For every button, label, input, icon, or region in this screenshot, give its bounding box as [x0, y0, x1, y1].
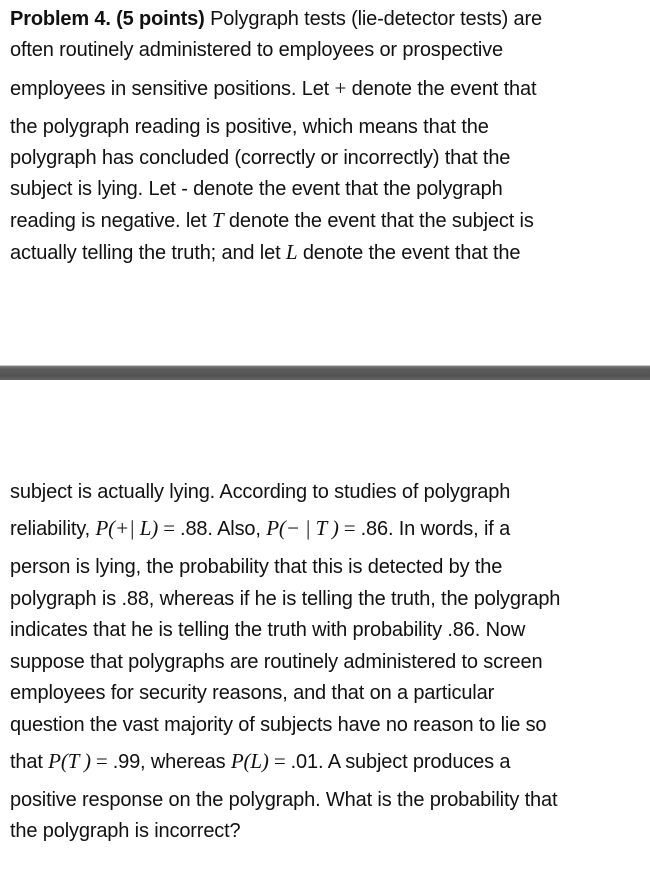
math-symbol: + [334, 76, 347, 100]
math-expression: P(L) [230, 749, 269, 773]
text-line: that P(T ) = .99, whereas P(L) = .01. A subject produces a [10, 749, 511, 773]
problem-text-bottom [0, 380, 650, 870]
text-line: actually telling the truth; and let L denote the event that the [10, 240, 521, 264]
text-line: reliability, P(+| L) = .88. Also, P(− | T ) = .86. In words, if a [10, 516, 511, 540]
text-line: polygraph is .88, whereas if he is telling the truth, the polygraph [10, 588, 561, 610]
math-symbol: T [211, 208, 224, 232]
text-line: polygraph has concluded (correctly or incorrectly) that the [10, 147, 511, 169]
math-expression: P(+| L) [95, 516, 159, 540]
text-line: the polygraph reading is positive, which means that the [10, 116, 489, 138]
page-break-divider [0, 365, 650, 380]
math-expression: P(− | T ) [266, 516, 339, 540]
problem-heading: Problem 4. (5 points) [10, 8, 205, 30]
text-line: positive response on the polygraph. What is the probability that [10, 789, 558, 811]
text-line: employees for security reasons, and that on a particular [10, 682, 495, 704]
math-expression: P(T ) [48, 749, 91, 773]
text-line: Problem 4. (5 points) Polygraph tests (lie-detector tests) are [10, 8, 542, 30]
text-line: employees in sensitive positions. Let + denote the event that [10, 76, 537, 100]
math-symbol: L [285, 240, 298, 264]
text-line: subject is lying. Let - denote the event that the polygraph [10, 178, 503, 200]
text-line: question the vast majority of subjects have no reason to lie so [10, 714, 547, 736]
text-line: suppose that polygraphs are routinely administered to screen [10, 651, 543, 673]
problem-text-top [0, 0, 650, 365]
text-line: indicates that he is telling the truth with probability .86. Now [10, 619, 526, 641]
text-line: subject is actually lying. According to studies of polygraph [10, 481, 511, 503]
text-line: often routinely administered to employees or prospective [10, 39, 503, 61]
text-line: reading is negative. let T denote the event that the subject is [10, 208, 534, 232]
text-line: person is lying, the probability that this is detected by the [10, 556, 503, 578]
text-line: the polygraph is incorrect? [10, 820, 241, 842]
